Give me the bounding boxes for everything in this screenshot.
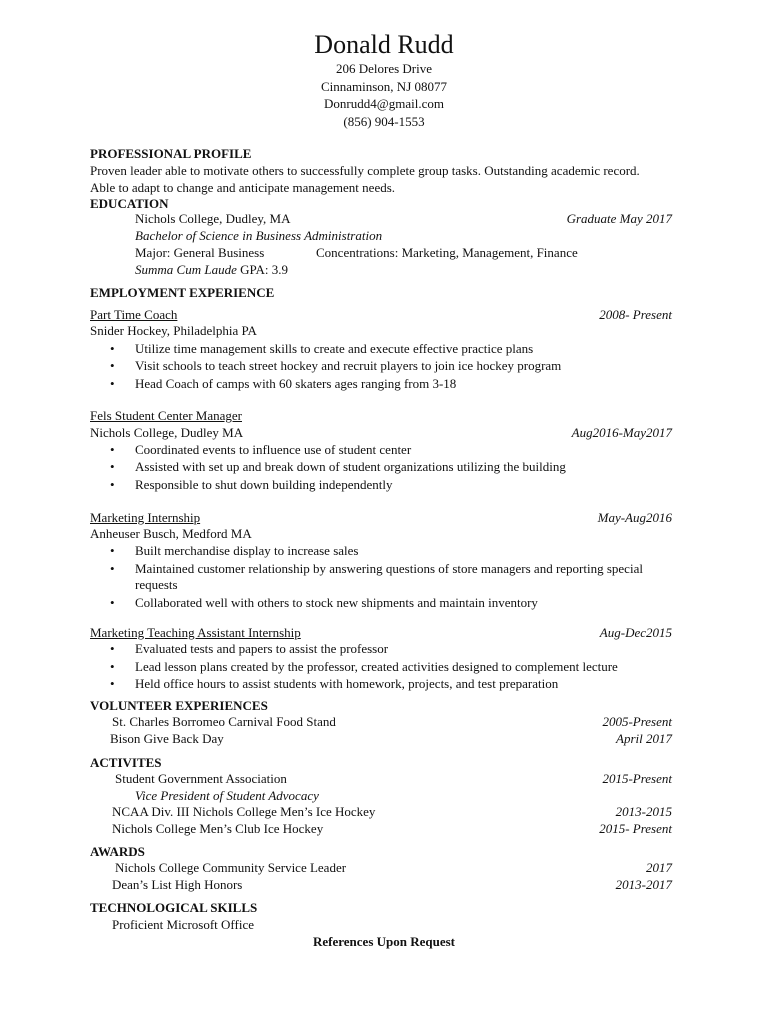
resume-page: Donald Rudd 206 Delores Drive Cinnaminson, NJ 08077 Donrudd4@gmail.com (856) 904-1553 PROFESSIONAL PROFILE Proven leader able to motivate others to successfully complete group tasks. Outstanding academic record. Able to adapt to change and anticipate management needs. EDUCATION Nichols College, Dudley, MA Graduate May 2017 Bachelor of Science in Business Administration Major: General Business Concentrations: Marketing, Management, Finance Summa Cum Laude GPA: 3.9 EMPLOYMENT EXPERIENCE Part Time Coach 2008- Present Snider Hockey, Philadelphia PA Utilize time management skills to create and execute effective practice plans Visit schools to teach street hockey and recruit players to join ice hockey program Head Coach of camps with 60 skaters ages ranging from 3-18 Fels Student Center Manager Nichols College, Dudley MA Aug2016-May2017 Coordinated events to influence use of student center Assisted with set up and break down of student organizations utilizing the building Responsible to shut down building independently Marketing Internship May-Aug2016 Anheuser Busch, Medford MA Built merchandise display to increase sales Maintained customer relationship by answering questions of store managers and reporting special requests Collaborated well with others to stock new shipments and maintain inventory Marketing Teaching Assistant Internship Aug-Dec2015 Evaluated tests and papers to assist the professor Lead lesson plans created by the professor, created activities designed to complement lecture Held office hours to assist students with homework, projects, and test preparation VOLUNTEER EXPERIENCES St. Charles Borromeo Carnival Food Stand 2005-Present Bison Give Back Day April 2017 ACTIVITES Student Government Association 2015-Present Vice President of Student Advocacy NCAA Div. III Nichols College Men’s Ice Hockey 2013-2015 Nichols College Men’s Club Ice Hockey 2015- Present AWARDS Nichols College Community Service Leader 2017 Dean’s List High Honors 2013-2017 TECHNOLOGICAL SKILLS Proficient Microsoft Office References Upon Request bbox=[0, 0, 768, 1024]
tech-heading: TECHNOLOGICAL SKILLS bbox=[90, 900, 258, 915]
activity-item: Nichols College Men’s Club Ice Hockey bbox=[112, 821, 324, 836]
profile-line-1: Proven leader able to motivate others to successfully complete group tasks. Outstanding academic record. bbox=[90, 163, 640, 178]
job-dates: May-Aug2016 bbox=[597, 510, 672, 525]
education-heading: EDUCATION bbox=[90, 196, 169, 211]
address-line-1: 206 Delores Drive bbox=[335, 61, 433, 76]
volunteer-dates: 2005-Present bbox=[602, 714, 672, 729]
volunteer-heading: VOLUNTEER EXPERIENCES bbox=[90, 698, 268, 713]
education-grad-date: Graduate May 2017 bbox=[566, 211, 672, 226]
employment-heading: EMPLOYMENT EXPERIENCE bbox=[90, 285, 275, 300]
education-honors: Summa Cum Laude bbox=[135, 262, 237, 277]
awards-heading: AWARDS bbox=[90, 844, 145, 859]
profile-line-2: Able to adapt to change and anticipate management needs. bbox=[90, 180, 396, 195]
award-dates: 2013-2017 bbox=[615, 877, 672, 892]
activities-heading: ACTIVITES bbox=[90, 755, 162, 770]
activity-role: Vice President of Student Advocacy bbox=[135, 788, 319, 803]
education-gpa: GPA: 3.9 bbox=[236, 262, 289, 277]
job-org: Nichols College, Dudley MA bbox=[90, 425, 244, 440]
education-concentrations: Concentrations: Marketing, Management, Finance bbox=[316, 245, 578, 260]
activity-item: Student Government Association bbox=[115, 771, 287, 786]
activity-dates: 2015- Present bbox=[599, 821, 672, 836]
volunteer-dates: April 2017 bbox=[616, 731, 672, 746]
tech-item: Proficient Microsoft Office bbox=[112, 917, 254, 932]
applicant-name: Donald Rudd bbox=[314, 30, 454, 59]
job-dates: Aug-Dec2015 bbox=[599, 625, 672, 640]
education-school: Nichols College, Dudley, MA bbox=[135, 211, 291, 226]
phone: (856) 904-1553 bbox=[343, 114, 425, 129]
activity-item: NCAA Div. III Nichols College Men’s Ice Hockey bbox=[112, 804, 376, 819]
job-title: Part Time Coach bbox=[90, 307, 178, 322]
volunteer-item: St. Charles Borromeo Carnival Food Stand bbox=[112, 714, 336, 729]
job-org: Snider Hockey, Philadelphia PA bbox=[90, 323, 257, 338]
job-title: Marketing Internship bbox=[90, 510, 201, 525]
job-dates: 2008- Present bbox=[599, 307, 672, 322]
address-line-2: Cinnaminson, NJ 08077 bbox=[320, 79, 448, 94]
award-item: Dean’s List High Honors bbox=[112, 877, 243, 892]
award-item: Nichols College Community Service Leader bbox=[115, 860, 347, 875]
profile-heading: PROFESSIONAL PROFILE bbox=[90, 146, 252, 161]
job-title: Fels Student Center Manager bbox=[90, 408, 242, 423]
education-honors-line bbox=[135, 262, 288, 278]
education-major: Major: General Business bbox=[135, 245, 265, 260]
references-note: References Upon Request bbox=[312, 934, 456, 949]
job-dates: Aug2016-May2017 bbox=[571, 425, 672, 440]
education-degree: Bachelor of Science in Business Administration bbox=[135, 228, 383, 243]
volunteer-item: Bison Give Back Day bbox=[110, 731, 224, 746]
job-org: Anheuser Busch, Medford MA bbox=[90, 526, 252, 541]
award-dates: 2017 bbox=[646, 860, 672, 875]
activity-dates: 2015-Present bbox=[602, 771, 672, 786]
activity-dates: 2013-2015 bbox=[615, 804, 672, 819]
job-title: Marketing Teaching Assistant Internship bbox=[90, 625, 301, 640]
email: Donrudd4@gmail.com bbox=[324, 96, 444, 111]
